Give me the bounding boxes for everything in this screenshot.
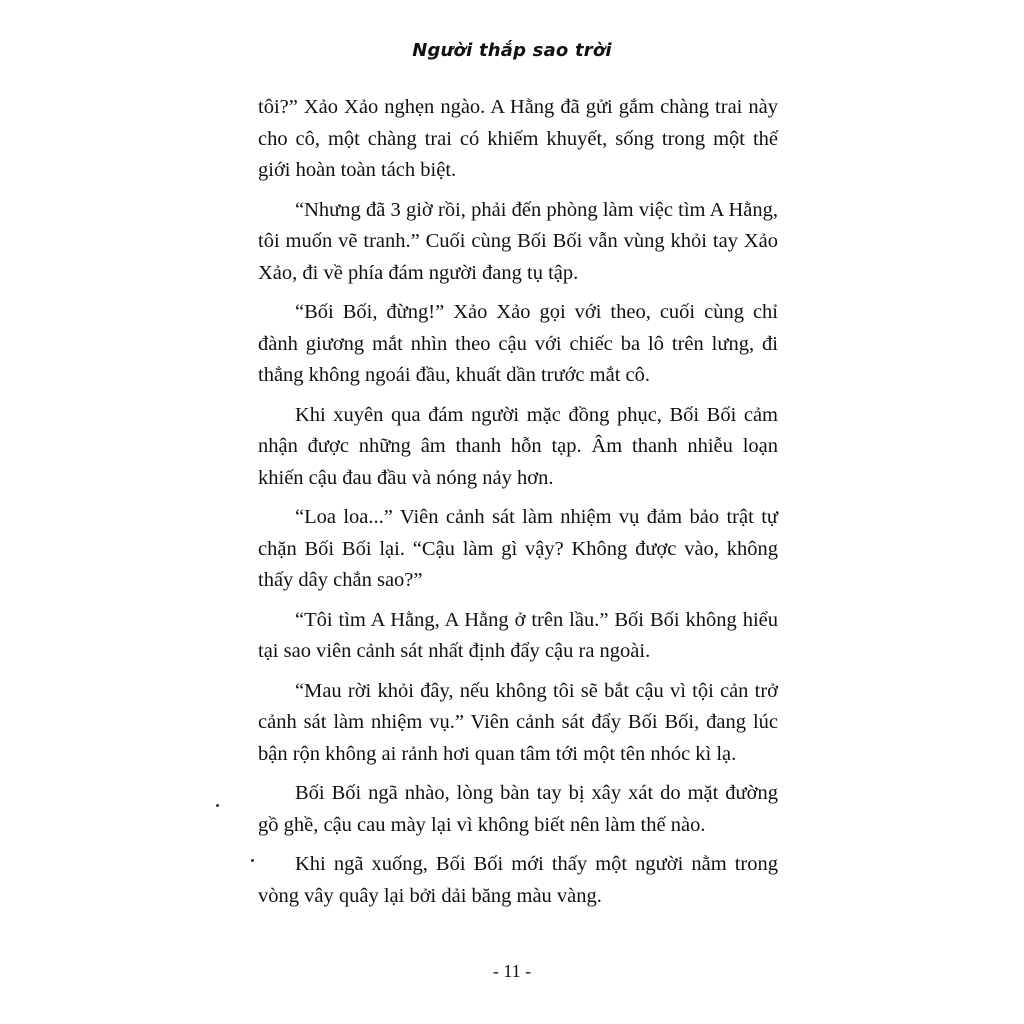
page-number: - 11 - [492, 961, 532, 981]
scan-speck [216, 804, 219, 807]
paragraph-2: “Nhưng đã 3 giờ rồi, phải đến phòng làm việc tìm A Hằng, tôi muốn vẽ tranh.” Cuối cùng Bối Bối vẫn vùng khỏi tay Xảo Xảo, đi về phía đám người đang tụ tập. [258, 198, 778, 284]
paragraph-4: Khi xuyên qua đám người mặc đồng phục, Bối Bối cảm nhận được những âm thanh hỗn tạp. Âm thanh nhiễu loạn khiến cậu đau đầu và nóng nảy hơn. [258, 403, 778, 489]
scan-speck [251, 859, 254, 862]
running-header-title: Người thắp sao trời [412, 40, 612, 61]
paragraph-9: Khi ngã xuống, Bối Bối mới thấy một người nằm trong vòng vây quây lại bởi dải băng màu vàng. [258, 853, 778, 907]
paragraph-8: Bối Bối ngã nhào, lòng bàn tay bị xây xát do mặt đường gồ ghề, cậu cau mày lại vì không biết nên làm thế nào. [258, 782, 778, 836]
paragraph-6: “Tôi tìm A Hằng, A Hằng ở trên lầu.” Bối Bối không hiểu tại sao viên cảnh sát nhất định đẩy cậu ra ngoài. [258, 608, 778, 662]
paragraph-3: “Bối Bối, đừng!” Xảo Xảo gọi với theo, cuối cùng chỉ đành giương mắt nhìn theo cậu với chiếc ba lô trên lưng, đi thẳng không ngoái đầu, khuất dần trước mắt cô. [258, 301, 778, 386]
paragraph-5: “Loa loa...” Viên cảnh sát làm nhiệm vụ đảm bảo trật tự chặn Bối Bối lại. “Cậu làm gì vậy? Không được vào, không thấy dây chắn sao?” [258, 506, 778, 591]
body-text [258, 92, 778, 920]
paragraph-7: “Mau rời khỏi đây, nếu không tôi sẽ bắt cậu vì tội cản trở cảnh sát làm nhiệm vụ.” Viên cảnh sát đẩy Bối Bối, đang lúc bận rộn không ai rảnh hơi quan tâm tới một tên nhóc kì lạ. [258, 679, 778, 765]
paragraph-1: tôi?” Xảo Xảo nghẹn ngào. A Hằng đã gửi gắm chàng trai này cho cô, một chàng trai có khiếm khuyết, sống trong một thế giới hoàn toàn tách biệt. [258, 96, 778, 181]
